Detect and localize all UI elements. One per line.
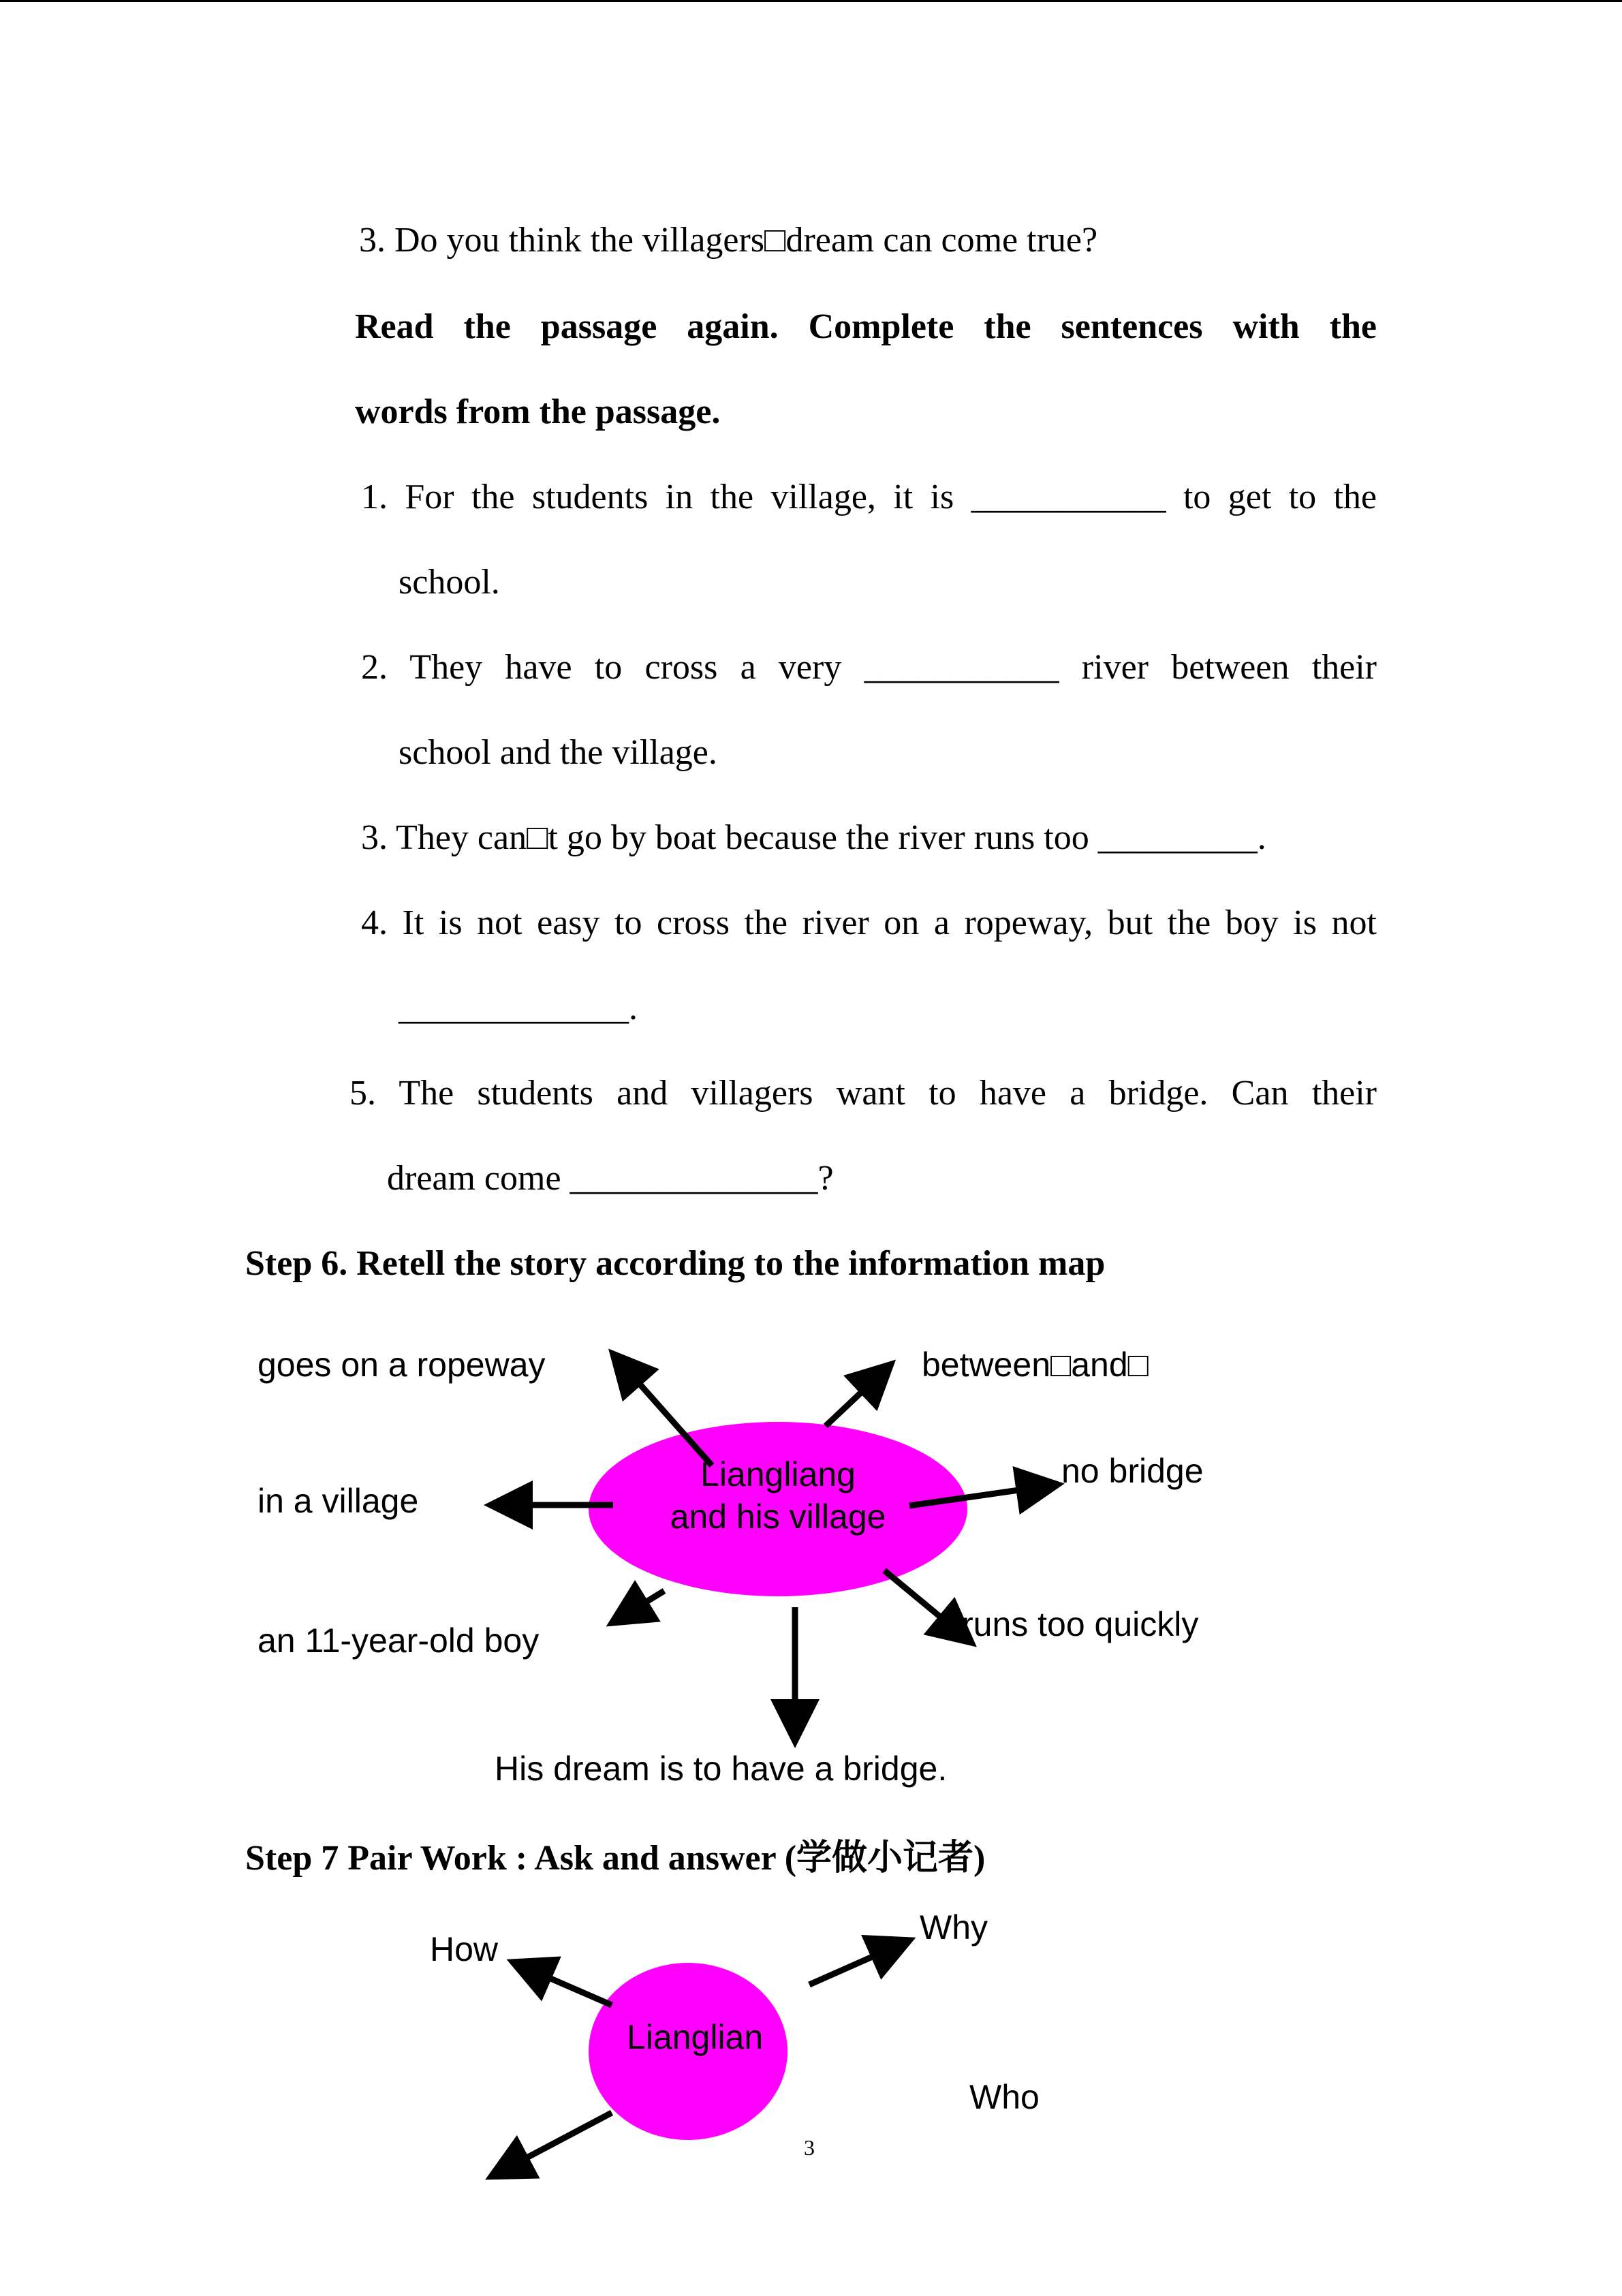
step-7-heading: Step 7 Pair Work : Ask and answer (学做小记者) xyxy=(245,1839,986,1878)
sentence-5-line-2: dream come ______________? xyxy=(387,1159,834,1198)
arrow-boy xyxy=(617,1591,664,1620)
label-who: Who xyxy=(969,2078,1040,2116)
sentence-4-line-1: 4. It is not easy to cross the river on a ropeway, but the boy is not xyxy=(361,903,1377,942)
label-why: Why xyxy=(920,1908,988,1946)
instruction-line-1: Read the passage again. Complete the sentences with the xyxy=(355,307,1377,346)
sentence-1-line-2: school. xyxy=(399,563,500,602)
label-between: between□and□ xyxy=(922,1346,1149,1384)
instruction-line-2: words from the passage. xyxy=(355,392,721,431)
label-no-bridge: no bridge xyxy=(1061,1452,1204,1490)
step-6-heading: Step 6. Retell the story according to the information map xyxy=(245,1244,1106,1283)
arrow-quickly xyxy=(884,1570,967,1639)
sentence-4-line-2: _____________. xyxy=(399,989,638,1027)
page-number: 3 xyxy=(804,2135,815,2160)
step7-center-label: Lianglian xyxy=(627,2018,764,2056)
arrow-why xyxy=(809,1942,905,1985)
sentence-1-line-1: 1. For the students in the village, it is ___________ to get to the xyxy=(361,478,1377,516)
sentence-2-line-2: school and the village. xyxy=(399,733,717,772)
arrow-how xyxy=(518,1964,612,2005)
information-map xyxy=(0,2,1622,2296)
label-dream: His dream is to have a bridge. xyxy=(495,1750,948,1788)
arrow-between xyxy=(826,1368,887,1426)
label-quickly: runs too quickly xyxy=(962,1605,1199,1643)
arrow-down-left xyxy=(496,2113,612,2174)
sentence-2-line-1: 2. They have to cross a very ___________ river between their xyxy=(361,648,1377,687)
label-boy: an 11-year-old boy xyxy=(258,1622,540,1660)
sentence-3: 3. They can□t go by boat because the river runs too _________. xyxy=(361,818,1266,857)
label-village: in a village xyxy=(258,1482,419,1520)
center-label-line-2: and his village xyxy=(670,1498,886,1536)
label-how: How xyxy=(430,1930,499,1968)
center-label-line-1: Liangliang xyxy=(700,1455,856,1493)
label-ropeway: goes on a ropeway xyxy=(258,1346,546,1384)
sentence-5-line-1: 5. The students and villagers want to have a bridge. Can their xyxy=(349,1074,1377,1113)
question-3: 3. Do you think the villagers□dream can come true? xyxy=(359,221,1098,260)
